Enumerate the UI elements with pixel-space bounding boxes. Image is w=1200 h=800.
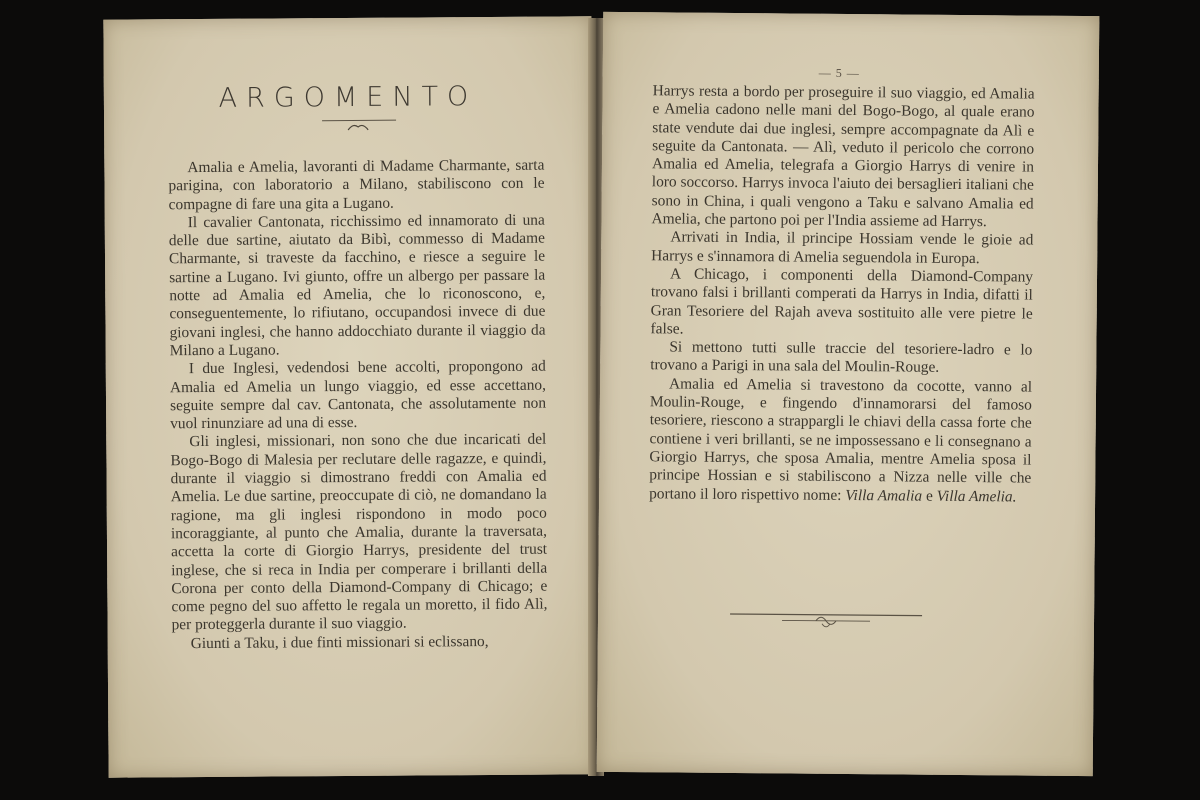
page-number: — 5 — xyxy=(818,65,860,81)
paragraph: Si mettono tutti sulle traccie del tesoriere-ladro e lo trovano a Parigi in una sala del Moulin-Rouge. xyxy=(650,338,1033,377)
paragraph: I due Inglesi, vedendosi bene accolti, propongono ad Amalia ed Amelia un lungo viaggio, ed esse accettano, seguite sempre dal cav. Cantonata, che assolutamente non vuol rinunziare ad una di esse. xyxy=(169,357,547,433)
paragraph: Gli inglesi, missionari, non sono che due incaricati del Bogo-Bogo di Malesia per reclutare delle ragazze, e quindi, durante il viaggio si dimostrano freddi con Amalia ed Amelia. Le due sartine, preoccupate di ciò, ne domandano la ragione, ma gli inglesi rispondono in modo poco incoraggiante, al punto che Amalia, durante la traversata, accetta la corte di Giorgio Harrys, presidente del trust inglese, che si reca in India per comperare i brillanti della Corona per conto della Diamond-Company di Chicago; e come pegno del suo affetto le regala un moretto, il fido Alì, per proteggerla durante il suo viaggio. xyxy=(170,431,548,634)
right-page-body xyxy=(649,82,1035,506)
villa-amelia: Villa Amelia. xyxy=(936,487,1017,506)
title-ornament-icon xyxy=(344,122,372,132)
paragraph: Amalia e Amelia, lavoranti di Madame Charmante, sarta parigina, con laboratorio a Milano, stabiliscono con le compagne di fare una gita a Lugano. xyxy=(168,156,545,213)
paragraph: Il cavalier Cantonata, ricchissimo ed innamorato di una delle due sartine, aiutato da Bibì, commesso di Madame Charmante, si traveste da facchino, e riesce a seguire le sartine a Lugano. Ivi giunto, offre un albergo per passare la notte ad Amalia ed Amelia, che lo riconoscono, e, conseguentemente, lo rifiutano, occupandosi invece di due giovani inglesi, che hanno addocchiato durante il viaggio da Milano a Lugano. xyxy=(168,211,546,360)
conjunction: e xyxy=(925,487,933,505)
paragraph: Giunti a Taku, i due finti missionari si eclissano, xyxy=(190,632,489,652)
paragraph: A Chicago, i componenti della Diamond-Company trovano falsi i brillanti comperati da Harrys in India, difatti il Gran Tesoriere del Rajah aveva sostituito alle vere pietre le false. xyxy=(650,265,1034,338)
villa-amalia: Villa Amalia xyxy=(845,486,923,505)
left-page-body xyxy=(168,157,547,654)
left-page xyxy=(103,16,596,777)
page-title: ARGOMENTO xyxy=(218,81,478,114)
final-paragraph xyxy=(649,375,1032,506)
paragraph: Arrivati in India, il principe Hossiam vende le gioie ad Harrys e s'innamora di Amelia seguendola in Europa. xyxy=(651,228,1034,267)
right-page xyxy=(597,12,1100,776)
end-ornament-icon xyxy=(728,609,924,635)
paragraph: Harrys resta a bordo per proseguire il suo viaggio, ed Amalia e Amelia cadono nelle mani del Bogo-Bogo, al quale erano state vendute dai due inglesi, sempre accompagnate da Alì e seguite da Cantonata. — Alì, veduto il pericolo che corrono Amalia ed Amelia, telegrafa a Giorgio Harrys di venire in loro soccorso. Harrys invoca l'aiuto dei bersaglieri italiani che sono in China, i quali vengono a Taku e salvano Amalia ed Amelia, che partono poi per l'India assieme ad Harrys. xyxy=(651,82,1035,231)
final-paragraph-text: Amalia ed Amelia si travestono da cocotte, vanno al Moulin-Rouge, e fingendo d'innamorarsi del famoso tesoriere, riescono a strappargli le chiavi della cassa forte che contiene i veri brillanti, se ne impossessano e li consegnano a Giorgio Harrys, che sposa Amalia, mentre Amelia sposa il principe Hossian e si stabiliscono a Nizza nelle ville che portano il loro rispettivo nome: xyxy=(649,375,1033,504)
